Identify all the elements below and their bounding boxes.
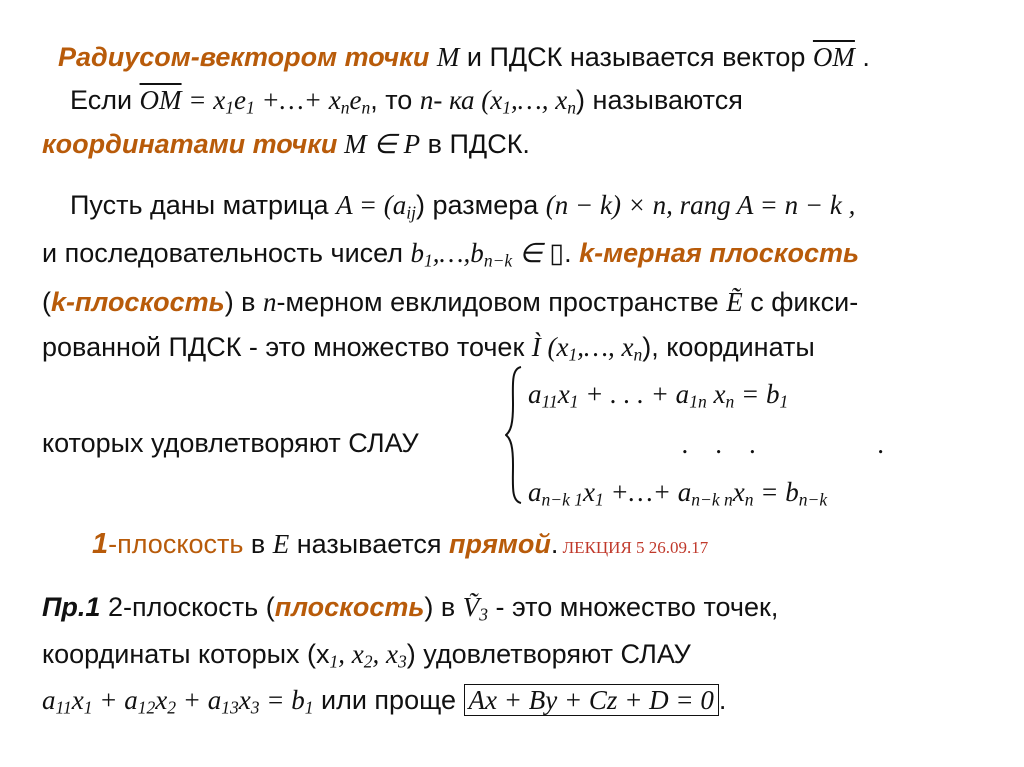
formula-M-in-P: M ∈ P [337,129,421,159]
line-coordinates [42,127,530,161]
tuple: координаты которых ($x_1$, $x_2$, $x_3$ [42,639,407,672]
line-satisfy-system [42,426,419,460]
text: или проще [313,685,464,715]
missing-glyph-icon: ▯ [549,238,565,268]
space-V3: Ṽ$_3$ [462,592,488,625]
formula-om-expansion: = $x_1e_1$ +…+ $x_ne_n$ [181,85,371,118]
system-brace [505,365,523,505]
tuple: ($x_1,\dots$, $x_n$ [540,332,643,365]
term-radius-vector: Радиусом-вектором точки [58,42,430,72]
text: в [243,529,273,559]
vector-OM: $\overline{OM}$ [812,42,855,72]
text: 2-плоскость ( [100,592,275,622]
text: ) называются [576,85,743,115]
text: называется [289,529,450,559]
term-line: прямой [449,529,551,559]
lecture-label: ЛЕКЦИЯ 5 26.09.17 [558,538,709,557]
line-k-plane [42,285,858,319]
formula-rank: rang A = n − k , [672,190,856,220]
line-line-definition [92,527,708,565]
var-n: n [419,85,434,115]
formula-size: (n − k) × n, [545,190,673,220]
term-plane: плоскость [274,592,425,622]
text: ) размера [416,190,546,220]
line-definition-radius-vector [58,40,870,74]
line-points-set [42,330,815,364]
line-sequence [42,236,859,270]
term-k-plane-short: k-плоскость [51,287,225,317]
point-M: M [436,42,460,72]
text: . [718,685,727,715]
number-one: 1 [92,528,109,560]
formula-b-sequence: $b_1,\dots,b_{n-k}$ ∈ [410,238,550,271]
term-coordinates: координатами точки [42,129,338,159]
example-label: Пр.1 [42,592,101,622]
text: ) в [224,287,264,317]
text: . [854,42,870,72]
formula-plane-general-boxed: Ax + By + Cz + D = 0 [464,684,719,716]
space-E: Ẽ [726,287,743,317]
line-plane-equation [42,683,726,717]
text: ), координаты [642,332,815,362]
line-coords-satisfy [42,637,691,671]
text: . [550,529,559,559]
formula-plane-expanded: $a_{11}x_1 + a_{12}x_2 + a_{13}x_3 = b_1$ [42,685,314,718]
text: и последовательность чисел [42,238,411,268]
text: . [564,238,580,268]
space-E: E [272,529,290,559]
text: и ПДСК называется вектор [459,42,813,72]
text: ( [42,287,51,317]
line-if-om [70,83,743,117]
term-k-plane: k-мерная плоскость [579,238,859,268]
text-plane: -плоскость [108,529,244,559]
line-matrix [70,188,855,222]
system-row-1: $a_{11}x_1$ + . . . + $a_{1n}$ $x_n = b_1$ [528,379,789,412]
text: -мерном евклидовом пространстве [276,287,727,317]
text: в ПДСК. [420,129,530,159]
text: Если [70,85,140,115]
system-row-dots: . . . . [668,429,884,459]
text: рованной ПДСК - это множество точек [42,332,532,362]
text: которых удовлетворяют СЛАУ [42,428,419,458]
text: Пусть даны матрица [70,190,337,220]
line-example [42,590,778,624]
vector-OM: $\overline{OM}$ [139,85,182,115]
point-M: Ì [531,332,541,362]
text: ) удовлетворяют СЛАУ [406,639,691,669]
text: - это множество точек, [488,592,779,622]
text: , то [370,85,420,115]
text: с фикси- [742,287,859,317]
var-n: n [263,287,277,317]
system-row-last: $a_{n-k 1}x_1$ +…+ $a_{n-k n}x_n = b_{n-k}$ [528,477,828,510]
formula-matrix-A: $A = (a_{ij}$ [336,190,417,223]
tuple: - ка ($x_1,\dots$, $x_n$ [433,85,577,118]
text: ) в [424,592,463,622]
